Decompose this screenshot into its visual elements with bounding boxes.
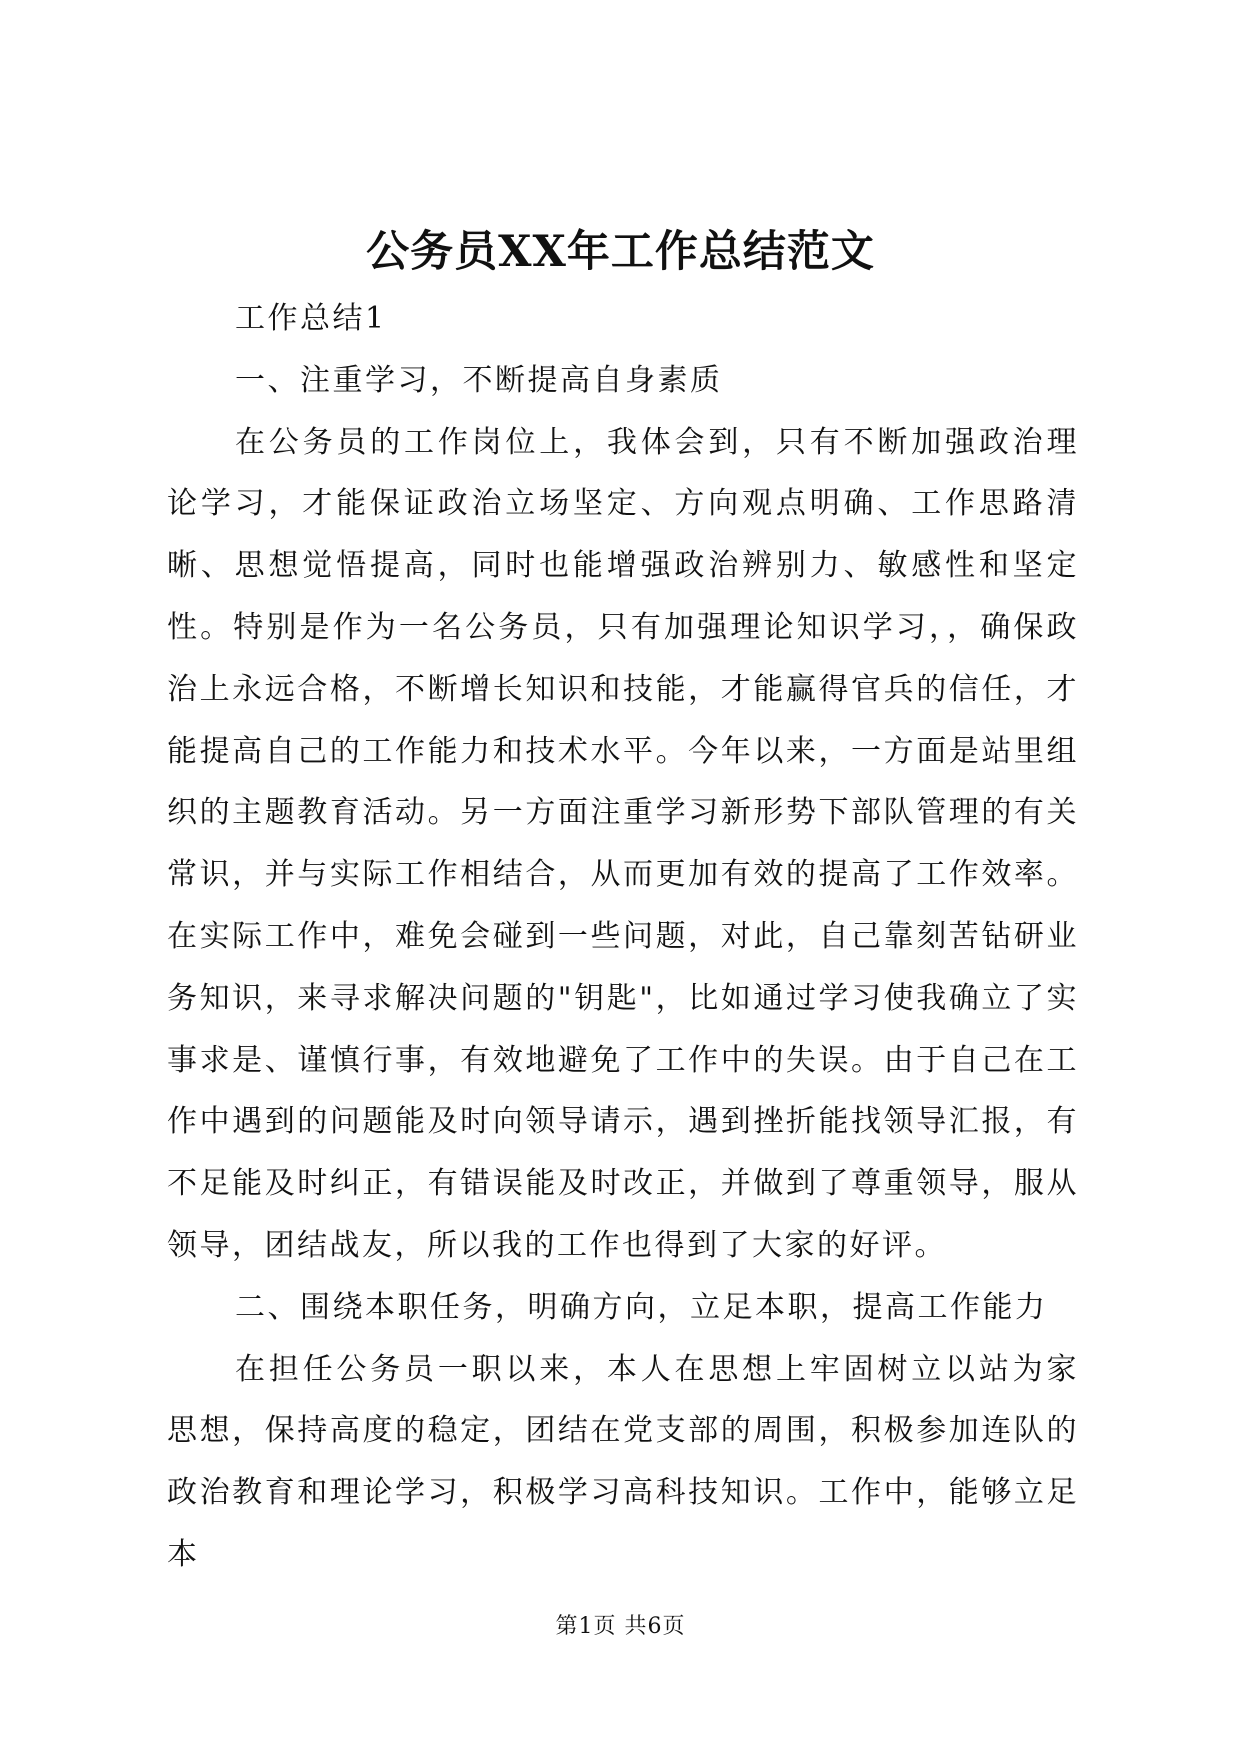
section-heading-work-summary-1: 工作总结1 — [235, 301, 387, 336]
document-body — [167, 288, 1079, 1586]
section-heading-study: 一、注重学习，不断提高自身素质 — [235, 362, 723, 398]
page-number-footer: 第1页 共6页 — [555, 1614, 686, 1639]
paragraph-duties-body: 在担任公务员一职以来，本人在思想上牢固树立以站为家思想，保持高度的稳定，团结在党支部的周围，积极参加连队的政治教育和理论学习，积极学习高科技知识。工作中，能够立足本 — [167, 1351, 1079, 1572]
document-title: 公务员XX年工作总结范文 — [366, 227, 875, 277]
section-heading-duties: 二、围绕本职任务，明确方向，立足本职，提高工作能力 — [235, 1289, 1048, 1325]
paragraph-study-body: 在公务员的工作岗位上，我体会到，只有不断加强政治理论学习，才能保证政治立场坚定、方向观点明确、工作思路清晰、思想觉悟提高，同时也能增强政治辨别力、敏感性和坚定性。特别是作为一名公务员，只有加强理论知识学习，，确保政治上永远合格，不断增长知识和技能，才能赢得官兵的信任，才能提高自己的工作能力和技术水平。今年以来，一方面是站里组织的主题教育活动。另一方面注重学习新形势下部队管理的有关常识，并与实际工作相结合，从而更加有效的提高了工作效率。在实际工作中，难免会碰到一些问题，对此，自己靠刻苦钻研业务知识，来寻求解决问题的"钥匙"，比如通过学习使我确立了实事求是、谨慎行事，有效地避免了工作中的失误。由于自己在工作中遇到的问题能及时向领导请示，遇到挫折能找领导汇报，有不足能及时纠正，有错误能及时改正，并做到了尊重领导，服从领导，团结战友，所以我的工作也得到了大家的好评。 — [167, 424, 1079, 1263]
